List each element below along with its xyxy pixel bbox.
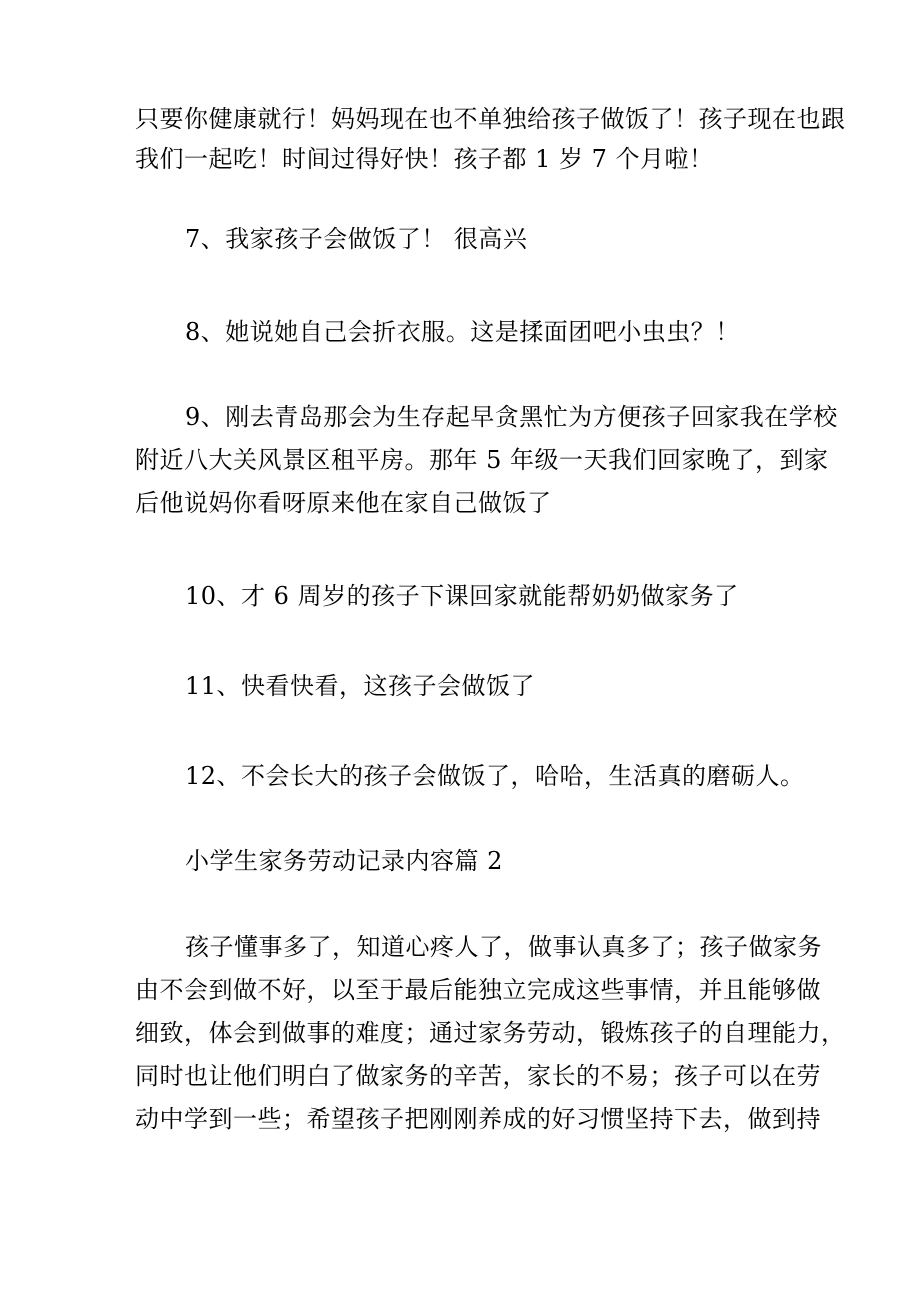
list-item-7: 7、我家孩子会做饭了！ 很高兴 [185, 225, 528, 253]
text-line-1: 只要你健康就行！妈妈现在也不单独给孩子做饭了！孩子现在也跟 [135, 105, 846, 133]
list-item-10: 10、才 6 周岁的孩子下课回家就能帮奶奶做家务了 [185, 582, 739, 610]
list-item-9-line-1: 9、刚去青岛那会为生存起早贪黑忙为方便孩子回家我在学校 [185, 403, 838, 431]
paragraph-line-1: 孩子懂事多了，知道心疼人了，做事认真多了；孩子做家务 [185, 933, 822, 961]
list-item-9-line-3: 后他说妈你看呀原来他在家自己做饭了 [135, 489, 552, 517]
paragraph-line-5: 动中学到一些；希望孩子把刚刚养成的好习惯坚持下去，做到持 [135, 1105, 821, 1133]
paragraph-line-2: 由不会到做不好，以至于最后能独立完成这些事情，并且能够做 [135, 976, 821, 1004]
paragraph-line-4: 同时也让他们明白了做家务的辛苦，家长的不易；孩子可以在劳 [135, 1062, 821, 1090]
list-item-11: 11、快看快看，这孩子会做饭了 [185, 672, 536, 700]
text-line-2: 我们一起吃！时间过得好快！孩子都 1 岁 7 个月啦！ [135, 145, 714, 173]
section-heading: 小学生家务劳动记录内容篇 2 [185, 847, 503, 875]
list-item-8: 8、她说她自己会折衣服。这是揉面团吧小虫虫？！ [185, 318, 740, 346]
paragraph-line-3: 细致，体会到做事的难度；通过家务劳动，锻炼孩子的自理能力， [135, 1019, 846, 1047]
list-item-12: 12、不会长大的孩子会做饭了，哈哈，生活真的磨砺人。 [185, 762, 805, 790]
list-item-9-line-2: 附近八大关风景区租平房。那年 5 年级一天我们回家晚了，到家 [135, 446, 829, 474]
